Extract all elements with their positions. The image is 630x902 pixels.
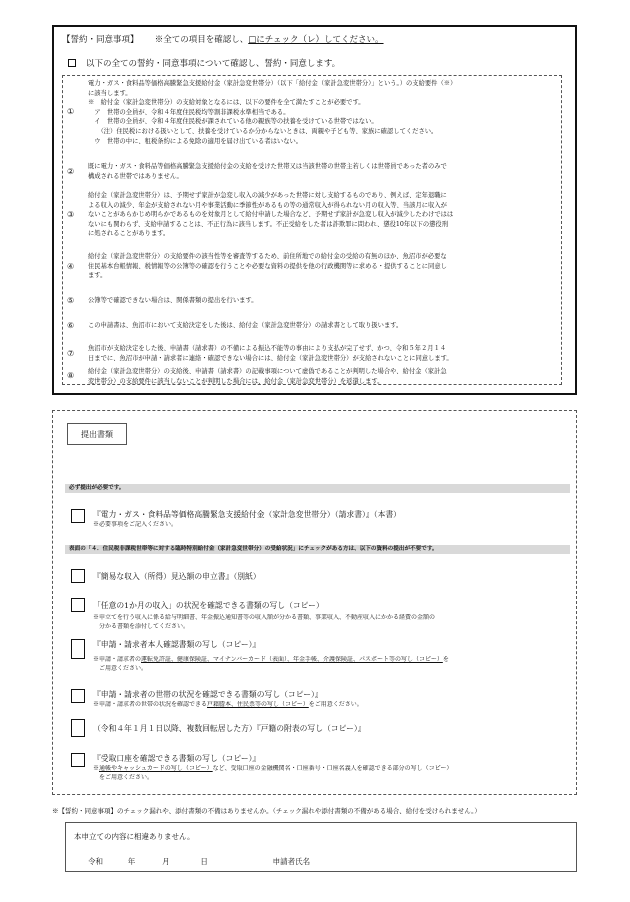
item-text [88, 321, 555, 331]
pledge-instruction-underlined: □にチェック（レ）してください。 [248, 35, 384, 45]
item-line: よる収入の減少、年金が支給されない月や事業活動に季節性があるもの等の通常収入が得られない月の収入等、当該月に収入が [88, 201, 447, 209]
document-title: 『申請・請求者の世帯の状況を確認できる書類の写し（コピー）』 [93, 690, 323, 699]
document-note-line: ※申立てを行う収入に係る給与明細書、年金振込通知書等の収入額が分かる書類、事業収入、不動産収入にかかる経費の金額の [93, 614, 436, 621]
item-line: ※ 給付金（家計急変世帯分）の支給対象となるには、以下の要件を全て満たすことが必要です。 [88, 99, 365, 107]
documents-section [52, 410, 577, 795]
item-text [88, 296, 555, 306]
item-line: ないことがあらかじめ明らかであるものを対象月として給付申請した場合など、予期せず家計が急変し収入が減少したわけではは [88, 211, 454, 219]
item-number: ④ [67, 262, 75, 271]
declaration-statement: 本申立ての内容に相違ありません。 [74, 832, 195, 841]
document-title: （令和４年１月１日以降、複数回転居した方）『戸籍の附表の写し（コピー）』 [93, 724, 366, 733]
check-reminder-note: ※【誓約・同意事項】のチェック漏れや、添付書類の不備はありませんか。（チェック漏れや添付書類の不備がある場合、給付を受けられません。） [52, 807, 481, 815]
item-line: 変世帯分）の支給要件に該当しないことが判明した場合には、給付金（家計急変世帯分）を返還します。 [88, 377, 384, 385]
document-checkbox[interactable] [71, 719, 85, 737]
agree-all-checkbox[interactable] [68, 59, 76, 67]
item-text [88, 79, 555, 146]
agree-all-row[interactable] [68, 57, 340, 69]
document-title: 『申請・請求者本人確認書類の写し（コピー）』 [93, 640, 261, 649]
note-underlined: 通帳やキャッシュカードの写し（コピー） [99, 765, 213, 772]
document-checkbox[interactable] [71, 639, 85, 659]
note-underlined: 戸籍謄本、住民票等の写し（コピー） [207, 701, 309, 708]
item-line: 電力・ガス・食料品等価格高騰緊急支援給付金（家計急変世帯分）（以下「給付金（家計急変世帯分）」という。）の支給要件（※） [88, 80, 457, 87]
day-label: 日 [200, 857, 208, 866]
item-text [88, 162, 555, 181]
conditional-bar: 表面の「４．住民税非課税世帯等に対する臨時特別給付金（家計急変世帯分）の受給状況」にチェックがある方は、以下の資料の提出が不要です。 [65, 545, 570, 554]
item-line: ア 世帯の全員が、令和４年度住民税均等割非課税水準相当である。 [88, 108, 290, 116]
year-label: 年 [127, 857, 136, 866]
documents-tab: 提出書類 [67, 423, 127, 445]
document-note-line [93, 765, 568, 774]
item-number: ① [67, 107, 75, 116]
item-number: ⑥ [67, 321, 75, 330]
document-note-line: をご用意ください。 [93, 773, 154, 781]
document-note [93, 656, 568, 673]
item-line: に処されることがあります。 [88, 230, 170, 238]
note-prefix: ※申請・請求者の世帯の状況を確認できる [93, 701, 208, 708]
note-prefix: ※ [93, 765, 100, 772]
document-title: 「任意の1か月の収入」の状況を確認できる書類の写し（コピー） [93, 601, 324, 610]
item-line: 住民基本台帳情報、税情報等の公簿等の確認を行うことや必要な資料の提供を他の行政機関等に求める・提供することに同意し [88, 262, 447, 270]
item-text [88, 252, 555, 281]
item-line: ウ 世帯の中に、租税条約による免除の適用を届け出ている者はいない。 [88, 137, 303, 145]
document-note [93, 614, 568, 631]
document-note-line: ご用意ください。 [93, 664, 148, 672]
item-text [88, 367, 555, 386]
declaration-date-row [88, 856, 310, 867]
item-line: 給付金（家計急変世帯分）の支給要件の該当性等を審査等するため、前住所地での給付金の受給の有無のほか、魚沼市が必要な [88, 253, 447, 260]
document-note-line: 分かる書類を添付してください。 [93, 622, 190, 630]
document-note-line [93, 701, 568, 710]
era-label: 令和 [88, 857, 103, 866]
required-bar: 必ず提出が必要です。 [65, 484, 570, 493]
note-suffix: を [442, 656, 449, 663]
document-note-line: ※必要事項をご記入ください。 [93, 521, 178, 528]
item-line: ないにも関わらず、支給申請することは、不正行為に該当します。不正受給をした者は詐欺罪に問われ、懲役10年以下の懲役刑 [88, 220, 449, 228]
item-number: ⑧ [67, 371, 75, 380]
item-line: イ 世帯の全員が、令和４年度住民税が課されている他の親族等の扶養を受けている世帯ではない。 [88, 118, 378, 126]
item-line: ます。 [88, 272, 107, 280]
pledge-items-box [62, 75, 562, 385]
document-checkbox[interactable] [71, 689, 85, 703]
item-line: 既に電力・ガス・食料品等価格高騰緊急支援給付金の支給を受けた世帯又は当該世帯の世帯主若しくは世帯員であった者のみで [88, 163, 447, 170]
agree-all-label: 以下の全ての誓約・同意事項について確認し、誓約・同意します。 [86, 59, 341, 69]
item-line: この申請書は、魚沼市において支給決定をした後は、給付金（家計急変世帯分）の請求書として取り扱います。 [88, 322, 403, 329]
item-line: 魚沼市が支給決定をした後、申請書（請求書）の不備による振込不能等の事由により支払が完了せず、かつ、令和５年２月１４ [88, 345, 447, 352]
document-checkbox[interactable] [71, 569, 85, 583]
item-line: （注）住民税における扱いとして、扶養を受けているか分からないときは、両親や子ども等、家族に確認してください。 [88, 127, 438, 135]
declaration-box [65, 822, 577, 872]
item-text [88, 191, 555, 239]
item-line: 構成される世帯ではありません。 [88, 172, 183, 180]
pledge-section [52, 25, 577, 395]
document-checkbox[interactable] [71, 753, 85, 767]
item-line: 給付金（家計急変世帯分）は、予期せず家計が急変し収入の減少があった世帯に対し支給するものであり、例えば、定年退職に [88, 192, 447, 199]
pledge-header [62, 33, 384, 45]
document-title: 『簡易な収入（所得）見込額の申立書』（別紙） [93, 572, 261, 581]
document-checkbox[interactable] [71, 598, 85, 612]
pledge-instruction: ※全ての項目を確認し、 [154, 35, 249, 45]
item-line: 給付金（家計急変世帯分）の支給後、申請書（請求書）の記載事項について虚偽であることが判明した場合や、給付金（家計急 [88, 368, 447, 375]
note-suffix: など、受取口座の金融機関名・口座番号・口座名義人を確認できる部分の写し（コピー） [212, 765, 453, 772]
item-line: 日までに、魚沼市が申請・請求者に連絡・確認できない場合には、給付金（家計急変世帯分）が支給されないことに同意します。 [88, 354, 453, 362]
item-number: ⑦ [67, 349, 75, 358]
item-line: 公簿等で確認できない場合は、関係書類の提出を行います。 [88, 297, 258, 304]
document-note [93, 521, 568, 530]
item-line: に該当します。 [88, 89, 132, 97]
document-title: 『電力・ガス・食料品等価格高騰緊急支援給付金（家計急変世帯分）（請求書）』（本書） [93, 510, 401, 519]
document-note [93, 765, 568, 782]
item-number: ③ [67, 210, 75, 219]
document-note-line [93, 656, 568, 665]
item-text [88, 344, 555, 363]
document-checkbox[interactable] [71, 509, 85, 523]
document-note [93, 701, 568, 710]
item-number: ⑤ [67, 296, 75, 305]
note-prefix: ※申請・請求者の [93, 656, 142, 663]
document-title: 『受取口座を確認できる書類の写し（コピー）』 [93, 754, 261, 763]
note-suffix: をご用意ください。 [308, 701, 363, 708]
month-label: 月 [162, 857, 170, 866]
pledge-title: 【誓約・同意事項】 [62, 35, 139, 45]
note-underlined: 運転免許証、健康保険証、マイナンバーカード（表面）、年金手帳、介護保険証、パスポート等の写し（コピー） [141, 656, 443, 663]
applicant-name-label: 申請者氏名 [272, 857, 311, 866]
item-number: ② [67, 167, 75, 176]
